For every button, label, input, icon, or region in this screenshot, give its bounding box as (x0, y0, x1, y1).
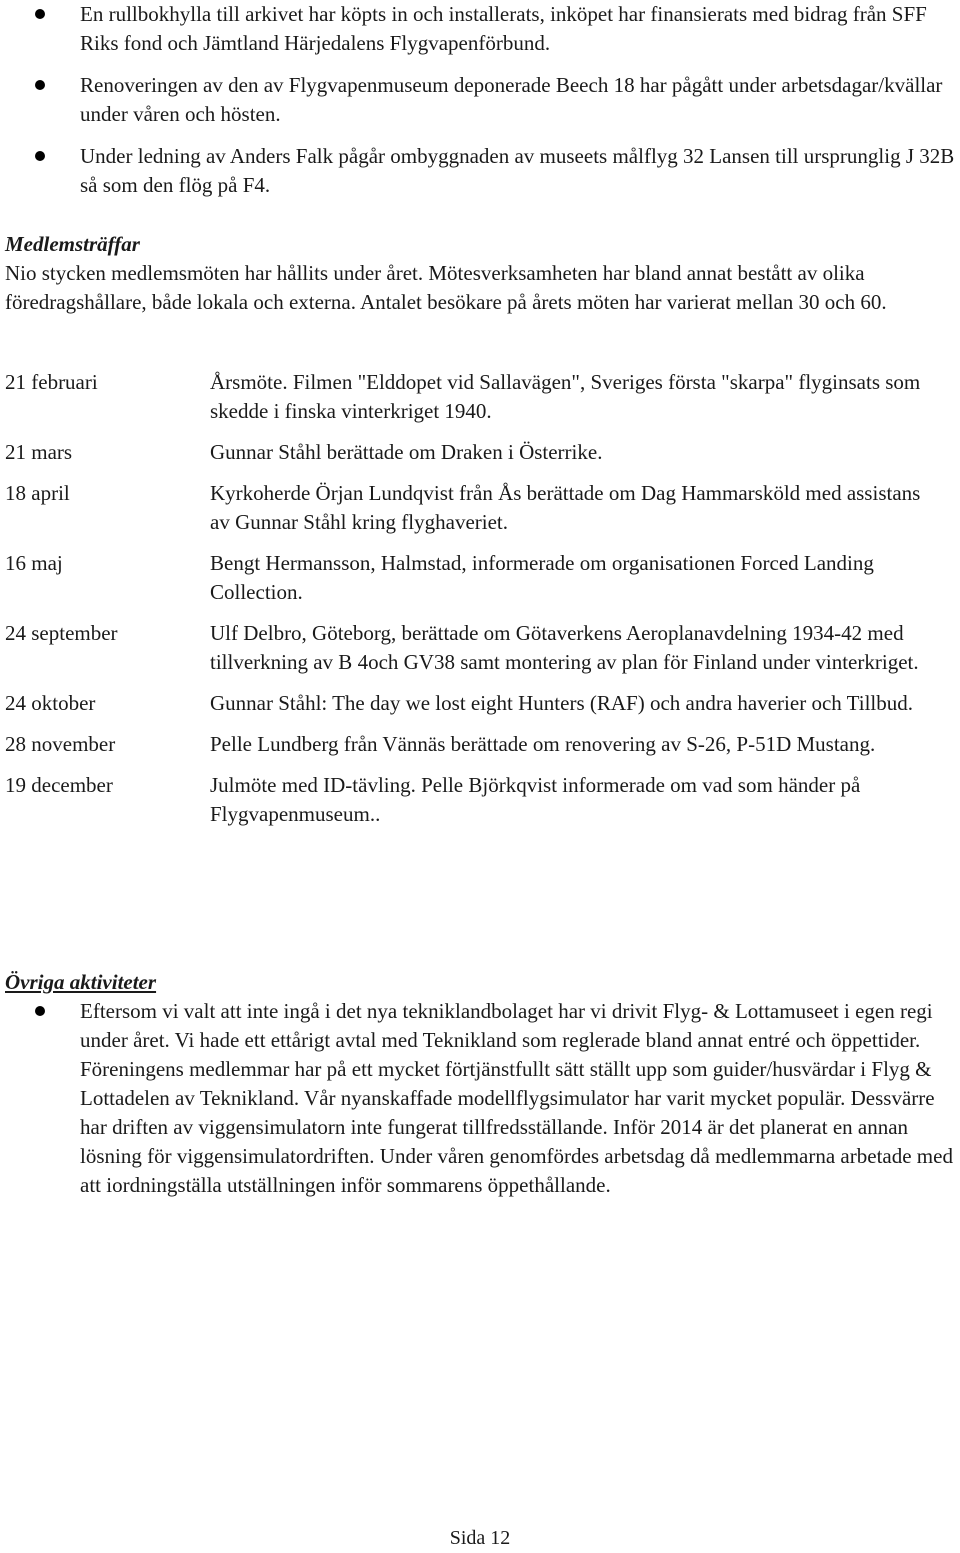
bullet-text: En rullbokhylla till arkivet har köpts in och installerats, inköpet har finansierats med bidrag från SFF Riks fond och Jämtland Härjedalens Flygvapenförbund. (80, 2, 927, 55)
meeting-description: Julmöte med ID-tävling. Pelle Björkqvist informerade om vad som händer på Flygvapenmuseum.. (210, 773, 861, 826)
meeting-description: Gunnar Ståhl: The day we lost eight Hunters (RAF) och andra haverier och Tillbud. (210, 691, 913, 715)
table-row (5, 479, 960, 537)
activities-bullet-list (0, 0, 960, 200)
table-row (5, 549, 960, 607)
meeting-date: 19 december (5, 773, 113, 797)
table-row (5, 730, 960, 759)
meeting-description: Årsmöte. Filmen "Elddopet vid Sallavägen", Sveriges första "skarpa" flyginsats som skedde i finska vinterkriget 1940. (210, 370, 921, 423)
bullet-text: Eftersom vi valt att inte ingå i det nya tekniklandbolaget har vi drivit Flyg- & Lottamuseet i egen regi under året. Vi hade ett ettårigt avtal med Teknikland som reglerade bland annat entré och öppettider. Föreningens medlemmar har på ett mycket förtjänstfullt sätt ställt upp som guider/husvärdar i Flyg & Lottadelen av Teknikland. Vår nyanskaffade modellflygsimulator har varit mycket populär. Dessvärre har driften av viggensimulatorn inte fungerat tillfredsställande. Inför 2014 är det planerat en annan lösning för viggensimulatordriften. Under våren genomfördes arbetsdag då medlemmarna arbetade med att iordningställa utställningen inför sommarens öppethållande. (80, 999, 953, 1197)
section-heading-ovriga-aktiviteter: Övriga aktiviteter (5, 970, 157, 994)
medlemstraffar-intro: Nio stycken medlemsmöten har hållits under året. Mötesverksamheten har bland annat bestått av olika föredragshållare, både lokala och externa. Antalet besökare på årets möten har varierat mellan 30 och 60. (5, 261, 887, 314)
bullet-text: Renoveringen av den av Flygvapenmuseum deponerade Beech 18 har pågått under arbetsdagar/kvällar under våren och hösten. (80, 73, 943, 126)
meeting-date: 16 maj (5, 551, 63, 575)
bullet-text: Under ledning av Anders Falk pågår ombyggnaden av museets målflyg 32 Lansen till ursprunglig J 32B så som den flög på F4. (80, 144, 955, 197)
bullet-icon (35, 80, 45, 90)
meeting-description: Gunnar Ståhl berättade om Draken i Österrike. (210, 440, 603, 464)
meeting-description: Kyrkoherde Örjan Lundqvist från Ås berättade om Dag Hammarsköld med assistans av Gunnar Ståhl kring flyghaveriet. (210, 481, 921, 534)
meeting-description: Bengt Hermansson, Halmstad, informerade om organisationen Forced Landing Collection. (210, 551, 874, 604)
table-row (5, 689, 960, 718)
meeting-description: Ulf Delbro, Göteborg, berättade om Götaverkens Aeroplanavdelning 1934-42 med tillverkning av B 4och GV38 samt montering av plan för Finland under vinterkriget. (210, 621, 919, 674)
meeting-date: 24 oktober (5, 691, 96, 715)
meeting-date: 21 mars (5, 440, 73, 464)
page-number: Sida 12 (449, 1527, 511, 1549)
ovriga-bullet-list (0, 997, 960, 1200)
table-row (5, 438, 960, 467)
list-item (0, 71, 960, 129)
meeting-date: 18 april (5, 481, 70, 505)
list-item (0, 997, 960, 1200)
list-item (0, 142, 960, 200)
section-heading-medlemstraffar: Medlemsträffar (5, 232, 140, 256)
meeting-date: 24 september (5, 621, 118, 645)
bullet-icon (35, 1006, 45, 1016)
meeting-description: Pelle Lundberg från Vännäs berättade om renovering av S-26, P-51D Mustang. (210, 732, 876, 756)
meetings-table (5, 368, 960, 841)
bullet-icon (35, 9, 45, 19)
table-row (5, 368, 960, 426)
bullet-icon (35, 151, 45, 161)
meeting-date: 28 november (5, 732, 116, 756)
table-row (5, 771, 960, 829)
table-row (5, 619, 960, 677)
meeting-date: 21 februari (5, 370, 98, 394)
list-item (0, 0, 960, 58)
